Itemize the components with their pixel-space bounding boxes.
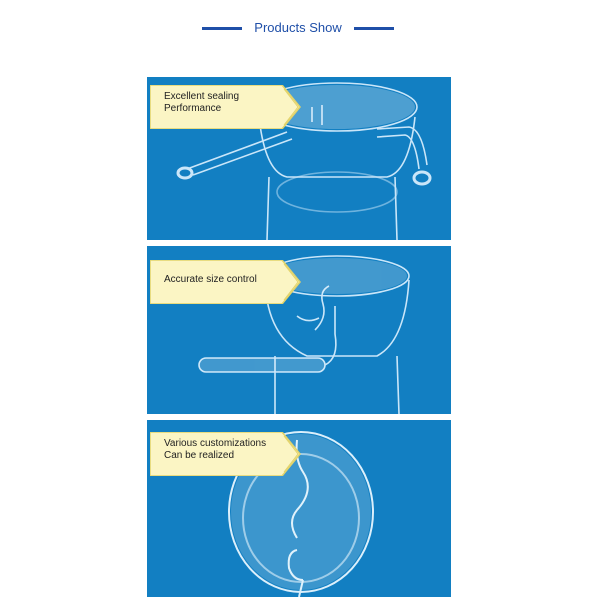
section-title: Products Show <box>254 20 342 35</box>
product-image-3 <box>147 420 451 597</box>
callout-customizations <box>150 432 290 476</box>
callout-text: Accurate size control <box>164 274 257 285</box>
callout-text: Excellent sealing Performance <box>164 91 240 114</box>
product-image-2 <box>147 246 451 414</box>
callout-sealing <box>150 85 290 129</box>
callout-text: Various customizations Can be realized <box>164 438 267 461</box>
section-header <box>0 18 600 38</box>
header-line-left <box>202 27 242 30</box>
callout-size-control <box>150 260 290 304</box>
product-image-1 <box>147 77 451 240</box>
header-line-right <box>354 27 394 30</box>
